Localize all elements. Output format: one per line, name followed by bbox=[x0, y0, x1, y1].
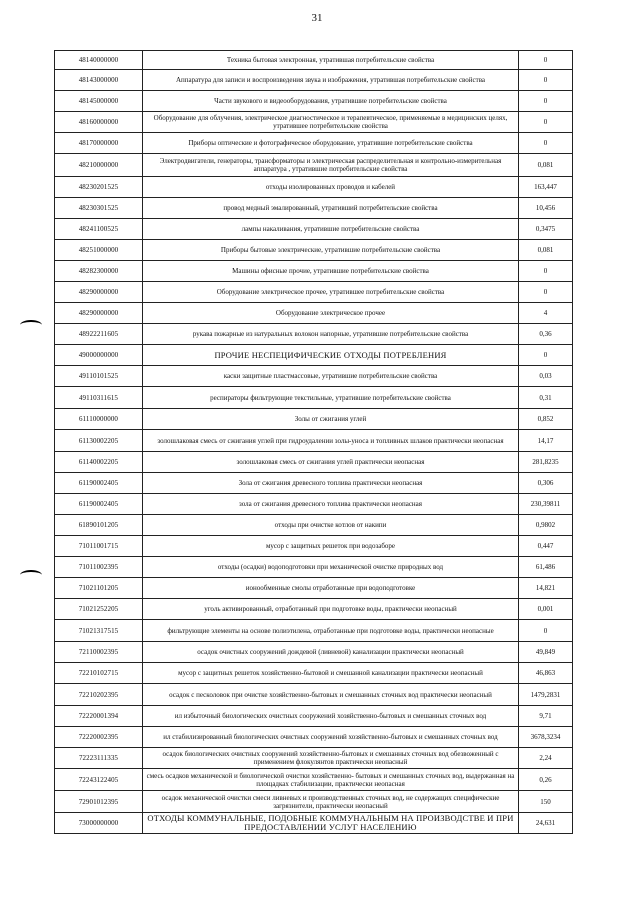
description-cell: отходы (осадки) водоподготовки при механической очистке природных вод bbox=[143, 557, 519, 578]
value-cell: 0,001 bbox=[519, 599, 573, 620]
value-cell: 3678,3234 bbox=[519, 727, 573, 748]
table-row bbox=[55, 303, 573, 324]
code-cell: 48290000000 bbox=[55, 282, 143, 303]
table-row bbox=[55, 452, 573, 473]
code-cell: 73000000000 bbox=[55, 813, 143, 834]
table-row bbox=[55, 599, 573, 620]
description-cell: Части звукового и видеооборудования, утратившие потребительские свойства bbox=[143, 91, 519, 112]
value-cell: 0,852 bbox=[519, 409, 573, 430]
description-cell: провод медный эмалированный, утративший потребительские свойства bbox=[143, 198, 519, 219]
code-cell: 48922211605 bbox=[55, 324, 143, 345]
code-cell: 72110002395 bbox=[55, 642, 143, 663]
description-cell: лампы накаливания, утратившие потребительские свойства bbox=[143, 219, 519, 240]
margin-mark-lower bbox=[20, 570, 42, 580]
description-cell: отходы изолированных проводов и кабелей bbox=[143, 177, 519, 198]
table-row bbox=[55, 324, 573, 345]
description-cell: Машины офисные прочие, утратившие потребительские свойства bbox=[143, 261, 519, 282]
code-cell: 61190002405 bbox=[55, 494, 143, 515]
value-cell: 0,3475 bbox=[519, 219, 573, 240]
code-cell: 71021252205 bbox=[55, 599, 143, 620]
description-cell: каски защитные пластмассовые, утратившие потребительские свойства bbox=[143, 366, 519, 387]
table-row bbox=[55, 70, 573, 91]
table-row bbox=[55, 813, 573, 834]
value-cell: 0,31 bbox=[519, 387, 573, 409]
description-cell: осадок с песколовок при очистке хозяйственно-бытовых и смешанных сточных вод практически неопасный bbox=[143, 684, 519, 706]
description-cell: ил избыточный биологических очистных сооружений хозяйственно-бытовых и смешанных сточных вод bbox=[143, 706, 519, 727]
value-cell: 0,9802 bbox=[519, 515, 573, 536]
description-cell: осадок очистных сооружений дождевой (ливневой) канализации практически неопасный bbox=[143, 642, 519, 663]
table-row bbox=[55, 240, 573, 261]
description-cell: золошлаковая смесь от сжигания углей при гидроудалении золы-уноса и топливных шлаков практически неопасная bbox=[143, 430, 519, 452]
code-cell: 72243122405 bbox=[55, 769, 143, 791]
table-row bbox=[55, 345, 573, 366]
value-cell: 0 bbox=[519, 91, 573, 112]
table-row bbox=[55, 154, 573, 177]
code-cell: 48282300000 bbox=[55, 261, 143, 282]
description-cell: Электродвигатели, генераторы, трансформаторы и электрическая распределительная и контрольно-измерительная аппаратура , утратившие потребительские свойства bbox=[143, 154, 519, 177]
value-cell: 281,8235 bbox=[519, 452, 573, 473]
description-cell: отходы при очистке котлов от накипи bbox=[143, 515, 519, 536]
value-cell: 0 bbox=[519, 112, 573, 133]
description-cell: ил стабилизированный биологических очистных сооружений хозяйственно-бытовых и смешанных сточных вод bbox=[143, 727, 519, 748]
code-cell: 72220001394 bbox=[55, 706, 143, 727]
code-cell: 71021101205 bbox=[55, 578, 143, 599]
description-cell: фильтрующие элементы на основе полиэтилена, отработанные при подготовке воды, практически неопасные bbox=[143, 620, 519, 642]
code-cell: 48290000000 bbox=[55, 303, 143, 324]
code-cell: 61890101205 bbox=[55, 515, 143, 536]
code-cell: 49110311615 bbox=[55, 387, 143, 409]
margin-mark-upper bbox=[20, 320, 42, 330]
description-cell: респираторы фильтрующие текстильные, утратившие потребительские свойства bbox=[143, 387, 519, 409]
table-row bbox=[55, 769, 573, 791]
table-row bbox=[55, 177, 573, 198]
code-cell: 71011002395 bbox=[55, 557, 143, 578]
value-cell: 1479,2831 bbox=[519, 684, 573, 706]
table-row bbox=[55, 219, 573, 240]
table-row bbox=[55, 366, 573, 387]
table-row bbox=[55, 430, 573, 452]
code-cell: 72210202395 bbox=[55, 684, 143, 706]
table-row bbox=[55, 515, 573, 536]
table-row bbox=[55, 663, 573, 684]
code-cell: 72210102715 bbox=[55, 663, 143, 684]
code-cell: 48230201525 bbox=[55, 177, 143, 198]
code-cell: 49000000000 bbox=[55, 345, 143, 366]
code-cell: 48230301525 bbox=[55, 198, 143, 219]
value-cell: 163,447 bbox=[519, 177, 573, 198]
value-cell: 0 bbox=[519, 261, 573, 282]
table-row bbox=[55, 791, 573, 813]
table-row bbox=[55, 133, 573, 154]
code-cell: 72223111335 bbox=[55, 748, 143, 769]
value-cell: 0,26 bbox=[519, 769, 573, 791]
table-row bbox=[55, 409, 573, 430]
description-cell: рукава пожарные из натуральных волокон напорные, утратившие потребительские свойства bbox=[143, 324, 519, 345]
value-cell: 2,24 bbox=[519, 748, 573, 769]
code-cell: 48145000000 bbox=[55, 91, 143, 112]
table-row bbox=[55, 282, 573, 303]
value-cell: 14,821 bbox=[519, 578, 573, 599]
table-row bbox=[55, 51, 573, 70]
table-row bbox=[55, 91, 573, 112]
code-cell: 48210000000 bbox=[55, 154, 143, 177]
value-cell: 0,081 bbox=[519, 240, 573, 261]
value-cell: 0 bbox=[519, 620, 573, 642]
value-cell: 49,849 bbox=[519, 642, 573, 663]
description-cell: ОТХОДЫ КОММУНАЛЬНЫЕ, ПОДОБНЫЕ КОММУНАЛЬНЫМ НА ПРОИЗВОДСТВЕ И ПРИ ПРЕДОСТАВЛЕНИИ УСЛУГ НАСЕЛЕНИЮ bbox=[143, 813, 519, 834]
table-row bbox=[55, 112, 573, 133]
code-cell: 48140000000 bbox=[55, 51, 143, 70]
code-cell: 48170000000 bbox=[55, 133, 143, 154]
description-cell: мусор с защитных решеток хозяйственно-бытовой и смешанной канализации практически неопасный bbox=[143, 663, 519, 684]
waste-table-body bbox=[55, 51, 573, 834]
value-cell: 0 bbox=[519, 70, 573, 91]
table-row bbox=[55, 536, 573, 557]
value-cell: 0,306 bbox=[519, 473, 573, 494]
description-cell: уголь активированный, отработанный при подготовке воды, практически неопасный bbox=[143, 599, 519, 620]
waste-table bbox=[54, 50, 573, 834]
description-cell: Зола от сжигания древесного топлива практически неопасная bbox=[143, 473, 519, 494]
value-cell: 0 bbox=[519, 345, 573, 366]
value-cell: 0 bbox=[519, 51, 573, 70]
value-cell: 0 bbox=[519, 133, 573, 154]
description-cell: мусор с защитных решеток при водозаборе bbox=[143, 536, 519, 557]
code-cell: 61190002405 bbox=[55, 473, 143, 494]
description-cell: Приборы оптические и фотографическое оборудование, утратившие потребительские свойства bbox=[143, 133, 519, 154]
value-cell: 0 bbox=[519, 282, 573, 303]
value-cell: 0,36 bbox=[519, 324, 573, 345]
value-cell: 46,863 bbox=[519, 663, 573, 684]
description-cell: смесь осадков механической и биологической очистки хозяйственно- бытовых и смешанных сточных вод, выдержанная на площадках стабилизации, практически неопасная bbox=[143, 769, 519, 791]
table-row bbox=[55, 387, 573, 409]
code-cell: 49110101525 bbox=[55, 366, 143, 387]
code-cell: 61140002205 bbox=[55, 452, 143, 473]
table-row bbox=[55, 706, 573, 727]
code-cell: 48143000000 bbox=[55, 70, 143, 91]
description-cell: ионообменные смолы отработанные при водоподготовке bbox=[143, 578, 519, 599]
value-cell: 0,03 bbox=[519, 366, 573, 387]
description-cell: золошлаковая смесь от сжигания углей практически неопасная bbox=[143, 452, 519, 473]
description-cell: ПРОЧИЕ НЕСПЕЦИФИЧЕСКИЕ ОТХОДЫ ПОТРЕБЛЕНИЯ bbox=[143, 345, 519, 366]
table-row bbox=[55, 261, 573, 282]
code-cell: 72901012395 bbox=[55, 791, 143, 813]
description-cell: Оборудование электрическое прочее bbox=[143, 303, 519, 324]
description-cell: Техника бытовая электронная, утратившая потребительские свойства bbox=[143, 51, 519, 70]
code-cell: 72220002395 bbox=[55, 727, 143, 748]
value-cell: 4 bbox=[519, 303, 573, 324]
description-cell: осадок биологических очистных сооружений хозяйственно-бытовых и смешанных сточных вод обезвоженный с применением флокулянтов практически неопасный bbox=[143, 748, 519, 769]
code-cell: 61110000000 bbox=[55, 409, 143, 430]
code-cell: 71021317515 bbox=[55, 620, 143, 642]
table-row bbox=[55, 642, 573, 663]
value-cell: 0,447 bbox=[519, 536, 573, 557]
description-cell: Оборудование для облучения, электрическое диагностическое и терапевтическое, применяемые в медицинских целях, утратившее потребительские свойства bbox=[143, 112, 519, 133]
table-row bbox=[55, 684, 573, 706]
table-row bbox=[55, 494, 573, 515]
value-cell: 150 bbox=[519, 791, 573, 813]
code-cell: 48251000000 bbox=[55, 240, 143, 261]
table-row bbox=[55, 473, 573, 494]
code-cell: 48241100525 bbox=[55, 219, 143, 240]
value-cell: 61,486 bbox=[519, 557, 573, 578]
page-number: 31 bbox=[311, 12, 323, 24]
value-cell: 10,456 bbox=[519, 198, 573, 219]
table-row bbox=[55, 578, 573, 599]
value-cell: 9,71 bbox=[519, 706, 573, 727]
table-row bbox=[55, 748, 573, 769]
description-cell: осадок механической очистки смеси ливневых и производственных сточных вод, не содержащих специфические загрязнители, практически неопасный bbox=[143, 791, 519, 813]
table-row bbox=[55, 198, 573, 219]
table-row bbox=[55, 727, 573, 748]
description-cell: Приборы бытовые электрические, утратившие потребительские свойства bbox=[143, 240, 519, 261]
description-cell: зола от сжигания древесного топлива практически неопасная bbox=[143, 494, 519, 515]
description-cell: Аппаратура для записи и воспроизведения звука и изображения, утратившая потребительские свойства bbox=[143, 70, 519, 91]
code-cell: 61130002205 bbox=[55, 430, 143, 452]
table-row bbox=[55, 620, 573, 642]
description-cell: Золы от сжигания углей bbox=[143, 409, 519, 430]
code-cell: 71011001715 bbox=[55, 536, 143, 557]
value-cell: 14,17 bbox=[519, 430, 573, 452]
value-cell: 0,081 bbox=[519, 154, 573, 177]
value-cell: 24,631 bbox=[519, 813, 573, 834]
description-cell: Оборудование электрическое прочее, утратившее потребительские свойства bbox=[143, 282, 519, 303]
table-row bbox=[55, 557, 573, 578]
value-cell: 230,39811 bbox=[519, 494, 573, 515]
code-cell: 48160000000 bbox=[55, 112, 143, 133]
